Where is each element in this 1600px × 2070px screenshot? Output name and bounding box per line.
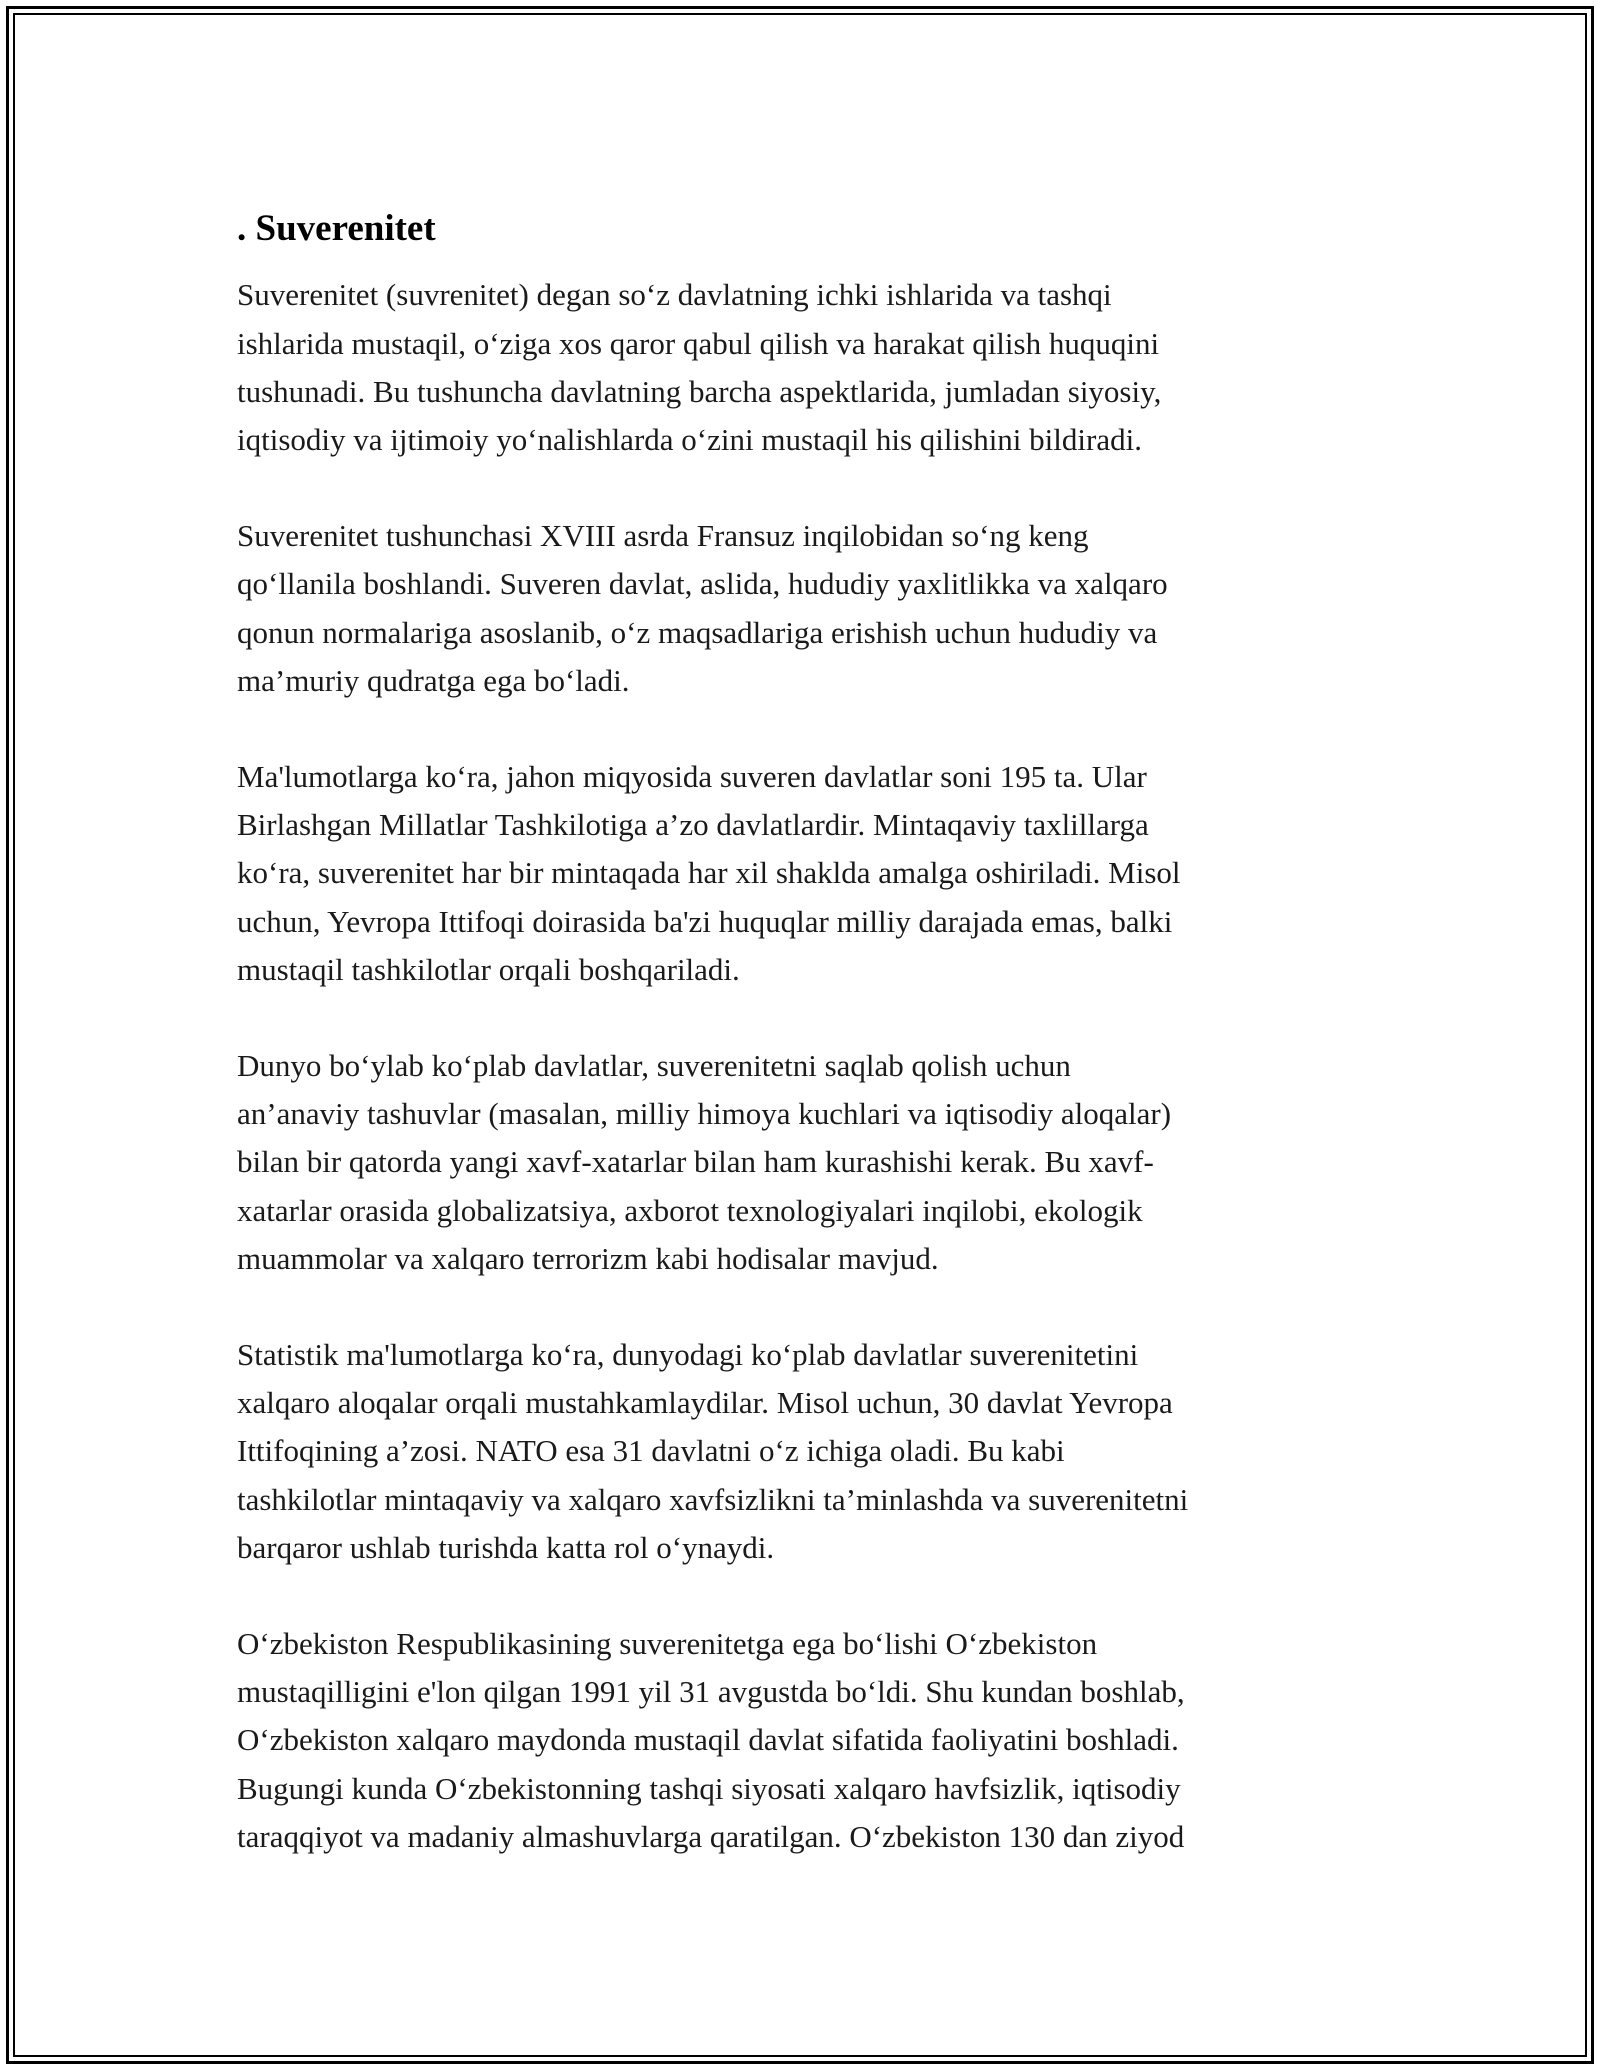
text-line: barqaror ushlab turishda katta rol o‘ynaydi. (237, 1529, 775, 1565)
paragraph-statistics (237, 753, 1387, 994)
text-line: Ma'lumotlarga ko‘ra, jahon miqyosida suveren davlatlar soni 195 ta. Ular (237, 759, 1147, 795)
text-line: mustaqil tashkilotlar orqali boshqariladi. (237, 951, 740, 987)
document-title: . Suverenitet (237, 208, 436, 249)
text-line: tushunadi. Bu tushuncha davlatning barcha aspektlarida, jumladan siyosiy, (237, 373, 1162, 409)
text-line: Birlashgan Millatlar Tashkilotiga a’zo davlatlardir. Mintaqaviy taxlillarga (237, 807, 1149, 843)
text-line: mustaqilligini e'lon qilgan 1991 yil 31 avgustda bo‘ldi. Shu kundan boshlab, (237, 1674, 1185, 1710)
paragraph-definition (237, 271, 1387, 464)
text-line: Suverenitet tushunchasi XVIII asrda Fransuz inqilobidan so‘ng keng (237, 518, 1089, 554)
document-body (237, 197, 1387, 1909)
text-line: Dunyo bo‘ylab ko‘plab davlatlar, suverenitetni saqlab qolish uchun (237, 1048, 1071, 1084)
paragraph-alliances (237, 1331, 1387, 1572)
paragraph-history (237, 512, 1387, 705)
text-line: xalqaro aloqalar orqali mustahkamlaydilar. Misol uchun, 30 davlat Yevropa (237, 1385, 1173, 1421)
text-line: an’anaviy tashuvlar (masalan, milliy himoya kuchlari va iqtisodiy aloqalar) (237, 1096, 1172, 1132)
page-border-outer (6, 6, 1594, 2064)
text-line: ishlarida mustaqil, o‘ziga xos qaror qabul qilish va harakat qilish huquqini (237, 325, 1160, 361)
text-line: tashkilotlar mintaqaviy va xalqaro xavfsizlikni ta’minlashda va suverenitetni (237, 1481, 1189, 1517)
page-border-inner (13, 13, 1587, 2057)
paragraph-uzbekistan (237, 1620, 1387, 1861)
text-line: Bugungi kunda O‘zbekistonning tashqi siyosati xalqaro havfsizlik, iqtisodiy (237, 1770, 1181, 1806)
text-line: ko‘ra, suverenitet har bir mintaqada har xil shaklda amalga oshiriladi. Misol (237, 855, 1181, 891)
text-line: qonun normalariga asoslanib, o‘z maqsadlariga erishish uchun hududiy va (237, 614, 1158, 650)
text-line: taraqqiyot va madaniy almashuvlarga qaratilgan. O‘zbekiston 130 dan ziyod (237, 1818, 1185, 1854)
text-line: ma’muriy qudratga ega bo‘ladi. (237, 662, 630, 698)
text-line: Suverenitet (suvrenitet) degan so‘z davlatning ichki ishlarida va tashqi (237, 277, 1112, 313)
text-line: Ittifoqining a’zosi. NATO esa 31 davlatni o‘z ichiga oladi. Bu kabi (237, 1433, 1065, 1469)
text-line: xatarlar orasida globalizatsiya, axborot texnologiyalari inqilobi, ekologik (237, 1192, 1143, 1228)
text-line: muammolar va xalqaro terrorizm kabi hodisalar mavjud. (237, 1240, 939, 1276)
text-line: bilan bir qatorda yangi xavf-xatarlar bilan ham kurashishi kerak. Bu xavf- (237, 1144, 1154, 1180)
text-line: O‘zbekiston Respublikasining suverenitetga ega bo‘lishi O‘zbekiston (237, 1626, 1098, 1662)
text-line: qo‘llanila boshlandi. Suveren davlat, aslida, hududiy yaxlitlikka va xalqaro (237, 566, 1168, 602)
text-line: iqtisodiy va ijtimoiy yo‘nalishlarda o‘zini mustaqil his qilishini bildiradi. (237, 422, 1142, 457)
text-line: uchun, Yevropa Ittifoqi doirasida ba'zi huquqlar milliy darajada emas, balki (237, 903, 1173, 939)
paragraph-threats (237, 1042, 1387, 1283)
text-line: O‘zbekiston xalqaro maydonda mustaqil davlat sifatida faoliyatini boshladi. (237, 1722, 1179, 1758)
text-line: Statistik ma'lumotlarga ko‘ra, dunyodagi ko‘plab davlatlar suverenitetini (237, 1337, 1139, 1373)
